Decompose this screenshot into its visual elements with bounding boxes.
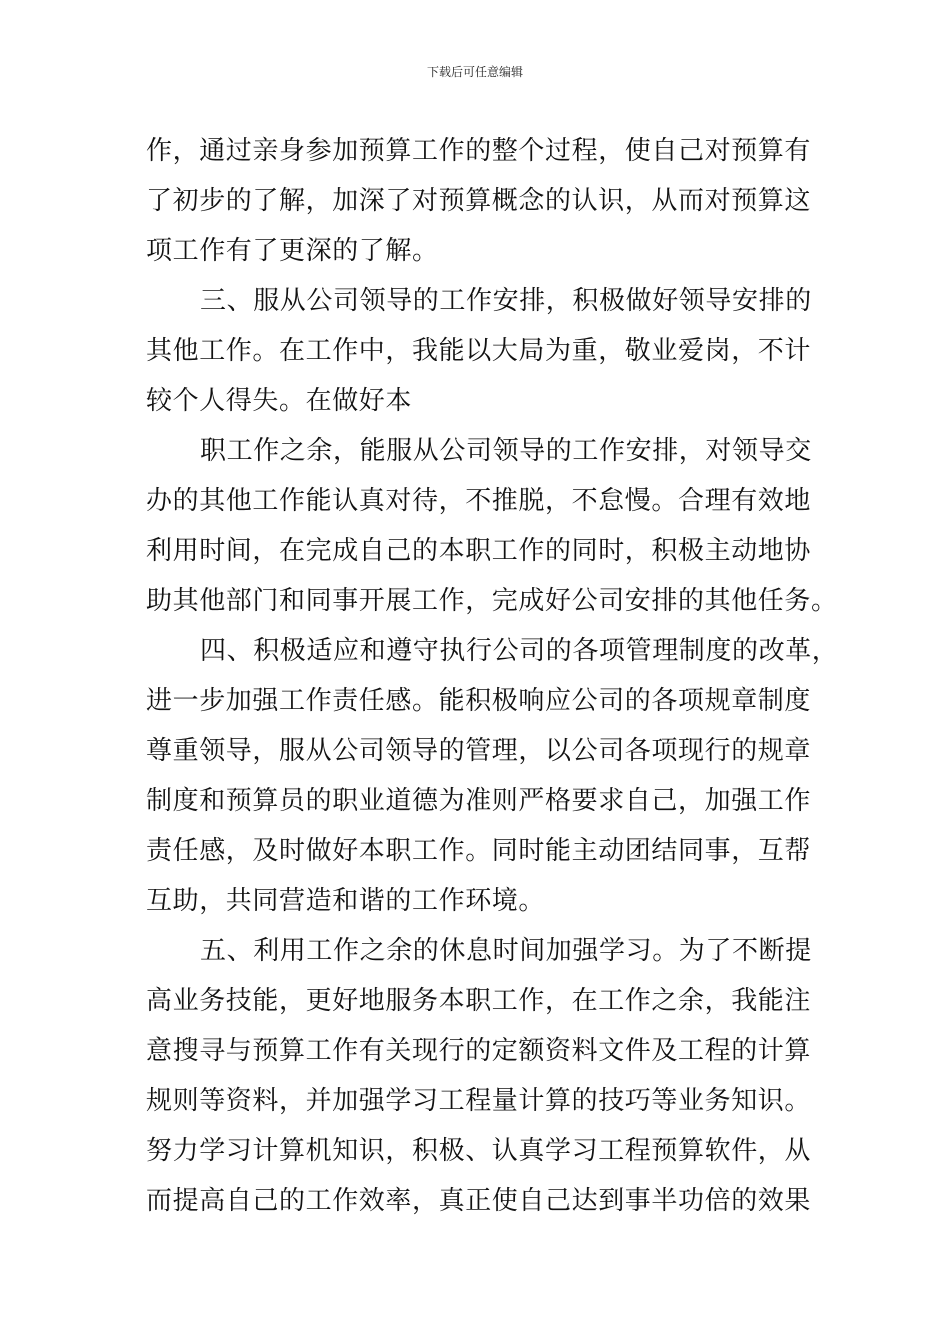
text-line: 高业务技能，更好地服务本职工作，在工作之余，我能注 [146,986,812,1016]
text-line: 了初步的了解，加深了对预算概念的认识，从而对预算这 [146,186,812,216]
text-line: 努力学习计算机知识，积极、认真学习工程预算软件，从 [146,1136,812,1166]
text-line: 而提高自己的工作效率，真正使自己达到事半功倍的效果 [146,1186,812,1216]
text-line: 项工作有了更深的了解。 [146,236,439,266]
text-line: 职工作之余，能服从公司领导的工作安排，对领导交 [200,436,812,466]
text-line: 四、积极适应和遵守执行公司的各项管理制度的改革， [200,636,839,666]
text-line: 互助，共同营造和谐的工作环境。 [146,886,546,916]
text-line: 作，通过亲身参加预算工作的整个过程，使自己对预算有 [146,136,812,166]
text-line: 助其他部门和同事开展工作，完成好公司安排的其他任务。 [146,586,838,616]
text-line: 其他工作。在工作中，我能以大局为重，敬业爱岗，不计 [146,336,812,366]
page-header: 下载后可任意编辑 [426,65,523,79]
text-line: 较个人得失。在做好本 [146,386,413,416]
text-line: 制度和预算员的职业道德为准则严格要求自己，加强工作 [146,786,812,816]
text-line: 五、利用工作之余的休息时间加强学习。为了不断提 [200,936,812,966]
text-line: 进一步加强工作责任感。能积极响应公司的各项规章制度 [146,686,812,716]
text-line: 尊重领导，服从公司领导的管理，以公司各项现行的规章 [146,736,812,766]
text-line: 责任感，及时做好本职工作。同时能主动团结同事，互帮 [146,836,812,866]
text-line: 规则等资料，并加强学习工程量计算的技巧等业务知识。 [146,1086,812,1116]
text-line: 三、服从公司领导的工作安排，积极做好领导安排的 [200,286,812,316]
document-body [146,126,839,1226]
text-line: 意搜寻与预算工作有关现行的定额资料文件及工程的计算 [146,1036,812,1066]
text-line: 办的其他工作能认真对待，不推脱，不怠慢。合理有效地 [146,486,812,516]
text-line: 利用时间，在完成自己的本职工作的同时，积极主动地协 [146,536,812,566]
